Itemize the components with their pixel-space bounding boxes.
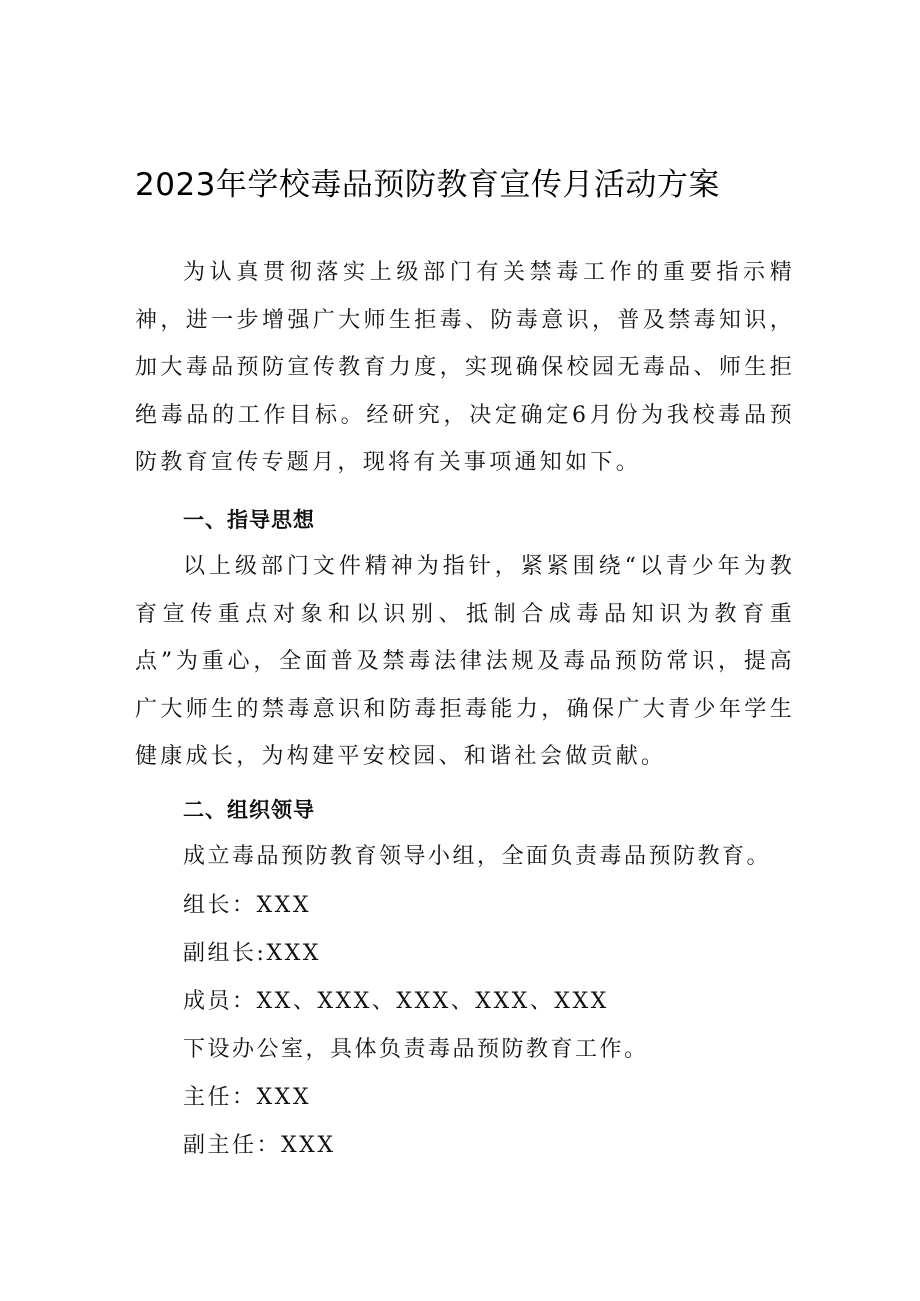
director-line: 主任：XXX: [183, 1085, 311, 1110]
deputy-director-line: 副主任：XXX: [183, 1133, 336, 1158]
leader-line: 组长：XXX: [183, 893, 311, 918]
members-line: 成员：XX、XXX、XXX、XXX、XXX: [183, 989, 609, 1014]
deputy-leader-line: 副组长:XXX: [183, 941, 321, 966]
section-heading-guiding-ideology: 一、指导思想: [183, 508, 315, 532]
section-heading-organization: 二、组织领导: [183, 798, 315, 822]
intro-paragraph: 为认真贯彻落实上级部门有关禁毒工作的重要指示精神，进一步增强广大师生拒毒、防毒意识，普及禁毒知识，加大毒品预防宣传教育力度，实现确保校园无毒品、师生拒绝毒品的工作目标。经研究，决定确定6月份为我校毒品预防教育宣传专题月，现将有关事项通知如下。: [135, 260, 795, 475]
document-title: 2023年学校毒品预防教育宣传月活动方案: [135, 167, 720, 203]
guiding-ideology-paragraph: 以上级部门文件精神为指针，紧紧围绕“以青少年为教育宣传重点对象和以识别、抵制合成毒品知识为教育重点”为重心，全面普及禁毒法律法规及毒品预防常识，提高广大师生的禁毒意识和防毒拒毒能力，确保广大青少年学生健康成长，为构建平安校园、和谐社会做贡献。: [135, 554, 795, 769]
office-line: 下设办公室，具体负责毒品预防教育工作。: [183, 1037, 649, 1062]
organization-line: 成立毒品预防教育领导小组，全面负责毒品预防教育。: [183, 844, 772, 869]
